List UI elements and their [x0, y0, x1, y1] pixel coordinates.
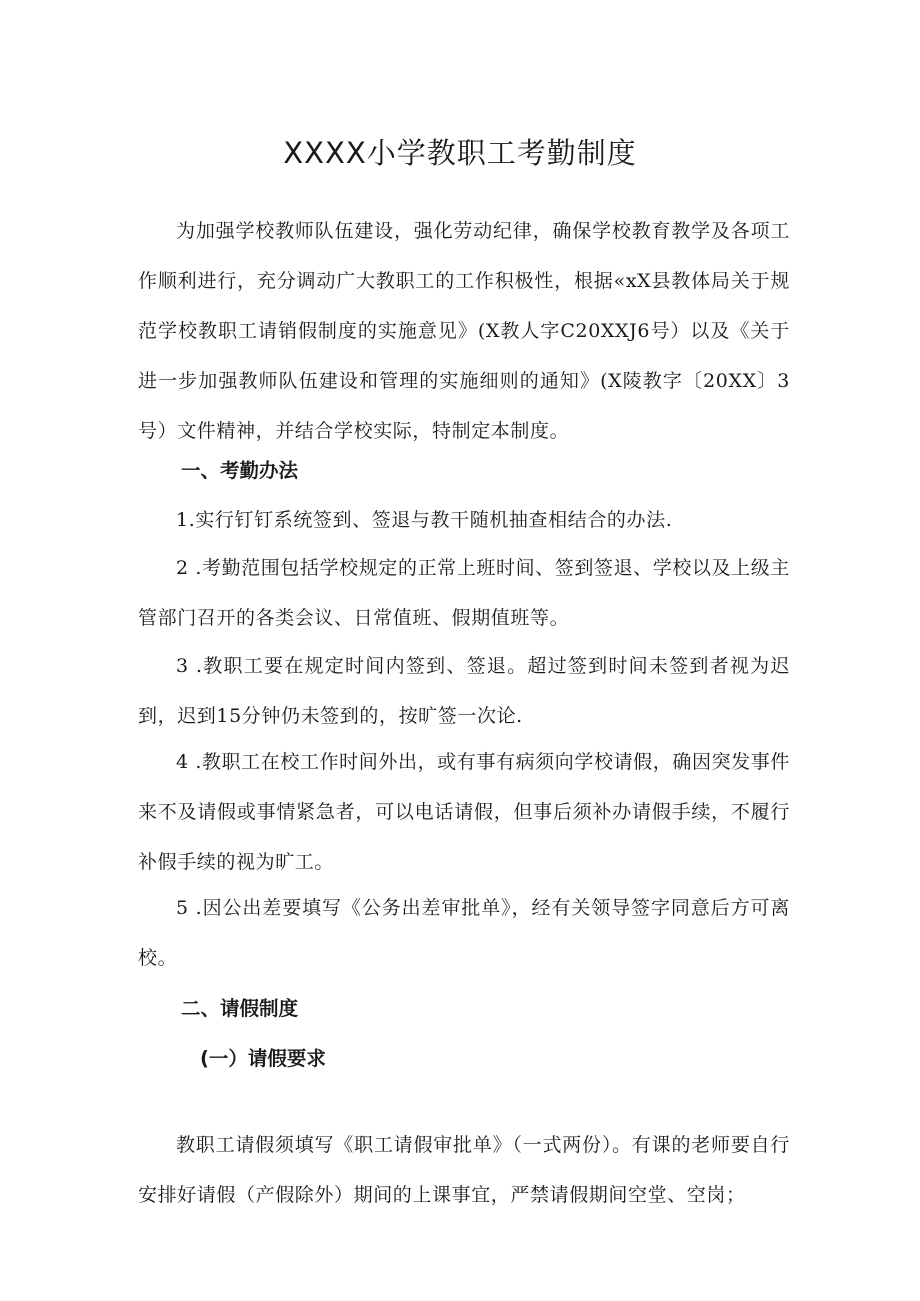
section-heading-leave: 二、请假制度	[181, 997, 299, 1020]
document-title: XXXX小学教职工考勤制度	[283, 136, 637, 171]
attendance-item-5: 5 .因公出差要填写《公务出差审批单》，经有关领导签字同意后方可离校。	[138, 897, 790, 969]
subsection-heading-leave-requirements: (一）请假要求	[200, 1047, 326, 1070]
attendance-item-1: 1.实行钉钉系统签到、签退与教干随机抽查相结合的办法.	[176, 509, 673, 531]
attendance-item-3: 3 .教职工要在规定时间内签到、签退。超过签到时间未签到者视为迟到，迟到15分钟仍未签到的，按旷签一次论.	[138, 655, 790, 727]
attendance-item-4: 4 .教职工在校工作时间外出，或有事有病须向学校请假，确因突发事件来不及请假或事情紧急者，可以电话请假，但事后须补办请假手续，不履行补假手续的视为旷工。	[138, 751, 790, 873]
attendance-item-2: 2 .考勤范围包括学校规定的正常上班时间、签到签退、学校以及上级主管部门召开的各类会议、日常值班、假期值班等。	[138, 557, 790, 629]
leave-requirements-paragraph: 教职工请假须填写《职工请假审批单》（一式两份）。有课的老师要自行安排好请假（产假除外）期间的上课事宜，严禁请假期间空堂、空岗；	[138, 1134, 790, 1206]
intro-paragraph: 为加强学校教师队伍建设，强化劳动纪律，确保学校教育教学及各项工作顺利进行，充分调动广大教职工的工作积极性，根据«xX县教体局关于规范学校教职工请销假制度的实施意见》(X教人字C20XXJ6号）以及《关于进一步加强教师队伍建设和管理的实施细则的通知》(X陵教字〔20XX〕3号）文件精神，并结合学校实际，特制定本制度。	[138, 220, 790, 442]
section-heading-attendance: 一、考勤办法	[181, 459, 299, 482]
